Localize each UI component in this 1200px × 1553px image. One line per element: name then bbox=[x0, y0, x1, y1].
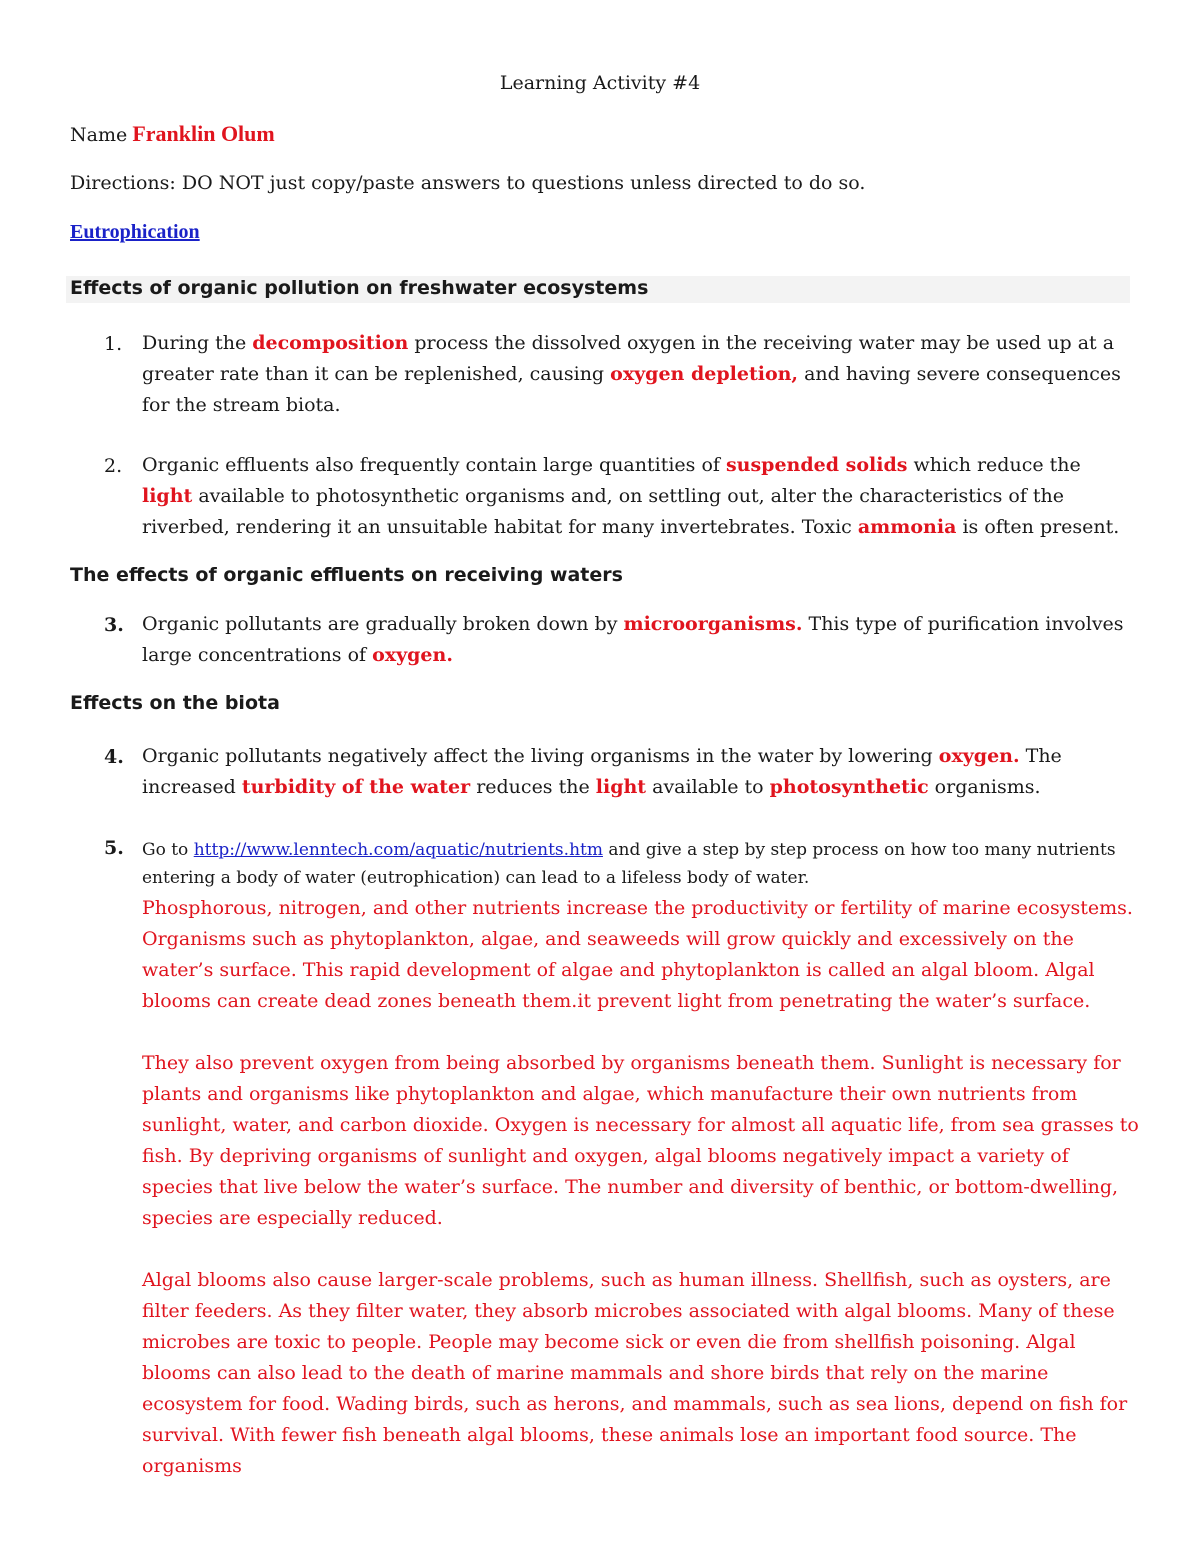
list-item-4: Organic pollutants negatively affect the living organisms in the water by lowering oxygen. The increased turbidity of the water reduces the light available to photosynthetic organisms. bbox=[142, 745, 1062, 798]
keyword-oxygen: oxygen. bbox=[938, 745, 1020, 767]
keyword-microorganisms: microorganisms. bbox=[623, 613, 803, 635]
section-heading-organic-pollution: Effects of organic pollution on freshwater ecosystems bbox=[70, 277, 649, 299]
item-number: 1. bbox=[104, 333, 123, 355]
item-number: 3. bbox=[104, 614, 124, 636]
list-item-1: During the decomposition process the dissolved oxygen in the receiving water may be used up at a greater rate than it can be replenished, causing oxygen depletion, and having severe consequences for the stream biota. bbox=[142, 332, 1121, 416]
answer-paragraph-2: They also prevent oxygen from being absorbed by organisms beneath them. Sunlight is necessary for plants and organisms like phytoplankton and algae, which manufacture their own nutrients from sunlight, water, and carbon dioxide. Oxygen is necessary for almost all aquatic life, from sea grasses to fish. By depriving organisms of sunlight and oxygen, algal blooms negatively impact a variety of species that live below the water’s surface. The number and diversity of benthic, or bottom-dwelling, species are especially reduced. bbox=[142, 1052, 1139, 1229]
keyword-decomposition: decomposition bbox=[252, 332, 409, 354]
keyword-light: light bbox=[595, 776, 647, 798]
name-label: Name bbox=[70, 124, 128, 146]
keyword-oxygen-depletion: oxygen depletion, bbox=[610, 363, 799, 385]
list-item-2: Organic effluents also frequently contain large quantities of suspended solids which reduce the light available to photosynthetic organisms and, on settling out, alter the characteristics of the riverbed, rendering it an unsuitable habitat for many invertebrates. Toxic ammonia is often present. bbox=[142, 454, 1120, 538]
item-number: 4. bbox=[104, 746, 124, 768]
keyword-ammonia: ammonia bbox=[857, 516, 957, 538]
keyword-light: light bbox=[142, 485, 193, 507]
name-line bbox=[70, 121, 275, 147]
eutrophication-link[interactable]: Eutrophication bbox=[70, 221, 200, 243]
student-name: Franklin Olum bbox=[132, 121, 275, 146]
list-item-3: Organic pollutants are gradually broken down by microorganisms. This type of purification involves large concentrations of oxygen. bbox=[142, 613, 1124, 666]
item-number: 2. bbox=[104, 455, 123, 477]
document-title: Learning Activity #4 bbox=[499, 72, 701, 94]
section-heading-receiving-waters: The effects of organic effluents on receiving waters bbox=[70, 564, 623, 586]
directions-text: Directions: DO NOT just copy/paste answers to questions unless directed to do so. bbox=[70, 172, 866, 194]
answer-paragraph-1: Phosphorous, nitrogen, and other nutrients increase the productivity or fertility of marine ecosystems. Organisms such as phytoplankton, algae, and seaweeds will grow quickly and excessively on the water’s surface. This rapid development of algae and phytoplankton is called an algal bloom. Algal blooms can create dead zones beneath them.it prevent light from penetrating the water’s surface. bbox=[142, 897, 1133, 1012]
item-number: 5. bbox=[104, 837, 124, 859]
keyword-suspended-solids: suspended solids bbox=[725, 454, 908, 476]
keyword-photosynthetic: photosynthetic bbox=[769, 776, 929, 798]
list-item-5: Go to http://www.lenntech.com/aquatic/nutrients.htm and give a step by step process on how too many nutrients entering a body of water (eutrophication) can lead to a lifeless body of water. bbox=[142, 840, 1116, 888]
keyword-turbidity: turbidity of the water bbox=[241, 776, 471, 798]
section-heading-biota: Effects on the biota bbox=[70, 692, 280, 714]
keyword-oxygen: oxygen. bbox=[372, 644, 453, 666]
answer-paragraph-3: Algal blooms also cause larger-scale problems, such as human illness. Shellfish, such as oysters, are filter feeders. As they filter water, they absorb microbes associated with algal blooms. Many of these microbes are toxic to people. People may become sick or even die from shellfish poisoning. Algal blooms can also lead to the death of marine mammals and shore birds that rely on the marine ecosystem for food. Wading birds, such as herons, and mammals, such as sea lions, depend on fish for survival. With fewer fish beneath algal blooms, these animals lose an important food source. The organisms bbox=[142, 1269, 1128, 1477]
lenntech-link[interactable]: http://www.lenntech.com/aquatic/nutrients.htm bbox=[193, 840, 603, 860]
